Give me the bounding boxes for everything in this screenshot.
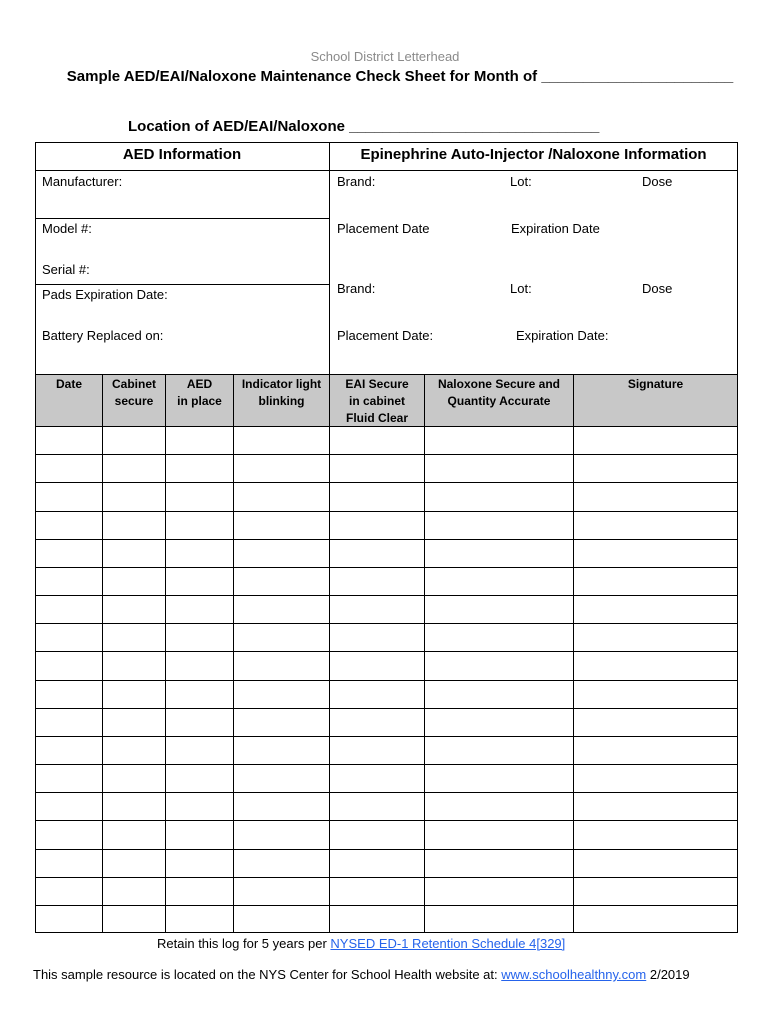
retention-schedule-link[interactable]: NYSED ED-1 Retention Schedule 4[329] xyxy=(330,936,566,951)
manufacturer-label: Manufacturer: xyxy=(42,174,123,189)
dose-label-1: Dose xyxy=(642,174,673,189)
brand-label-1: Brand: xyxy=(337,174,376,189)
table-column-line xyxy=(102,374,103,933)
table-row-line xyxy=(35,905,738,906)
table-row-line xyxy=(35,651,738,652)
column-header-signature: Signature xyxy=(627,377,684,391)
section-vertical-divider xyxy=(329,142,330,375)
resource-note xyxy=(33,967,690,982)
table-row-line xyxy=(35,482,738,483)
battery-replaced-label: Battery Replaced on: xyxy=(42,328,164,343)
table-row-line xyxy=(35,567,738,568)
column-header-cabinet-secure: Cabinet secure xyxy=(111,377,156,408)
letterhead: School District Letterhead xyxy=(310,49,460,64)
schoolhealthny-link[interactable]: www.schoolhealthny.com xyxy=(501,967,647,982)
table-row-line xyxy=(35,736,738,737)
resource-text: This sample resource is located on the NYS Center for School Health website at: xyxy=(33,967,502,982)
table-row-line xyxy=(35,623,738,624)
location-line: Location of AED/EAI/Naloxone ______________________________ xyxy=(128,118,600,135)
dose-label-2: Dose xyxy=(642,281,673,296)
expiration-date-label-1: Expiration Date xyxy=(511,221,600,236)
table-row-line xyxy=(35,426,738,427)
table-row-line xyxy=(35,708,738,709)
check-sheet-form xyxy=(35,142,738,933)
column-header-date: Date xyxy=(55,377,82,391)
lot-label-2: Lot: xyxy=(510,281,532,296)
pads-expiration-label: Pads Expiration Date: xyxy=(42,287,168,302)
manufacturer-divider xyxy=(35,218,329,219)
serial-divider xyxy=(35,284,329,285)
table-row-line xyxy=(35,877,738,878)
model-label: Model #: xyxy=(42,221,92,236)
table-column-line xyxy=(573,374,574,933)
placement-date-label-2: Placement Date: xyxy=(337,328,434,343)
column-header-aed-in-place: AED in place xyxy=(177,377,222,408)
expiration-date-label-2: Expiration Date: xyxy=(516,328,609,343)
table-column-line xyxy=(233,374,234,933)
placement-date-label-1: Placement Date xyxy=(337,221,430,236)
table-row-line xyxy=(35,680,738,681)
table-row-line xyxy=(35,595,738,596)
table-column-line xyxy=(424,374,425,933)
retention-note xyxy=(157,936,565,951)
column-header-indicator-light: Indicator light blinking xyxy=(241,377,322,408)
table-column-line xyxy=(329,374,330,933)
page-title: Sample AED/EAI/Naloxone Maintenance Check Sheet for Month of _______________________ xyxy=(66,68,734,85)
aed-information-heading: AED Information xyxy=(122,146,242,163)
table-row-line xyxy=(35,539,738,540)
column-header-naloxone-secure: Naloxone Secure and Quantity Accurate xyxy=(437,377,561,408)
table-column-line xyxy=(165,374,166,933)
brand-label-2: Brand: xyxy=(337,281,376,296)
table-row-line xyxy=(35,454,738,455)
lot-label-1: Lot: xyxy=(510,174,532,189)
revision-date: 2/2019 xyxy=(646,967,690,982)
table-row-line xyxy=(35,820,738,821)
column-header-eai-secure: EAI Secure in cabinet Fluid Clear xyxy=(345,377,409,425)
table-row-line xyxy=(35,849,738,850)
retention-text: Retain this log for 5 years per xyxy=(157,936,331,951)
serial-label: Serial #: xyxy=(42,262,90,277)
section-header-divider xyxy=(35,170,738,171)
table-row-line xyxy=(35,764,738,765)
eai-naloxone-information-heading: Epinephrine Auto-Injector /Naloxone Information xyxy=(360,146,707,163)
table-row-line xyxy=(35,511,738,512)
table-row-line xyxy=(35,792,738,793)
